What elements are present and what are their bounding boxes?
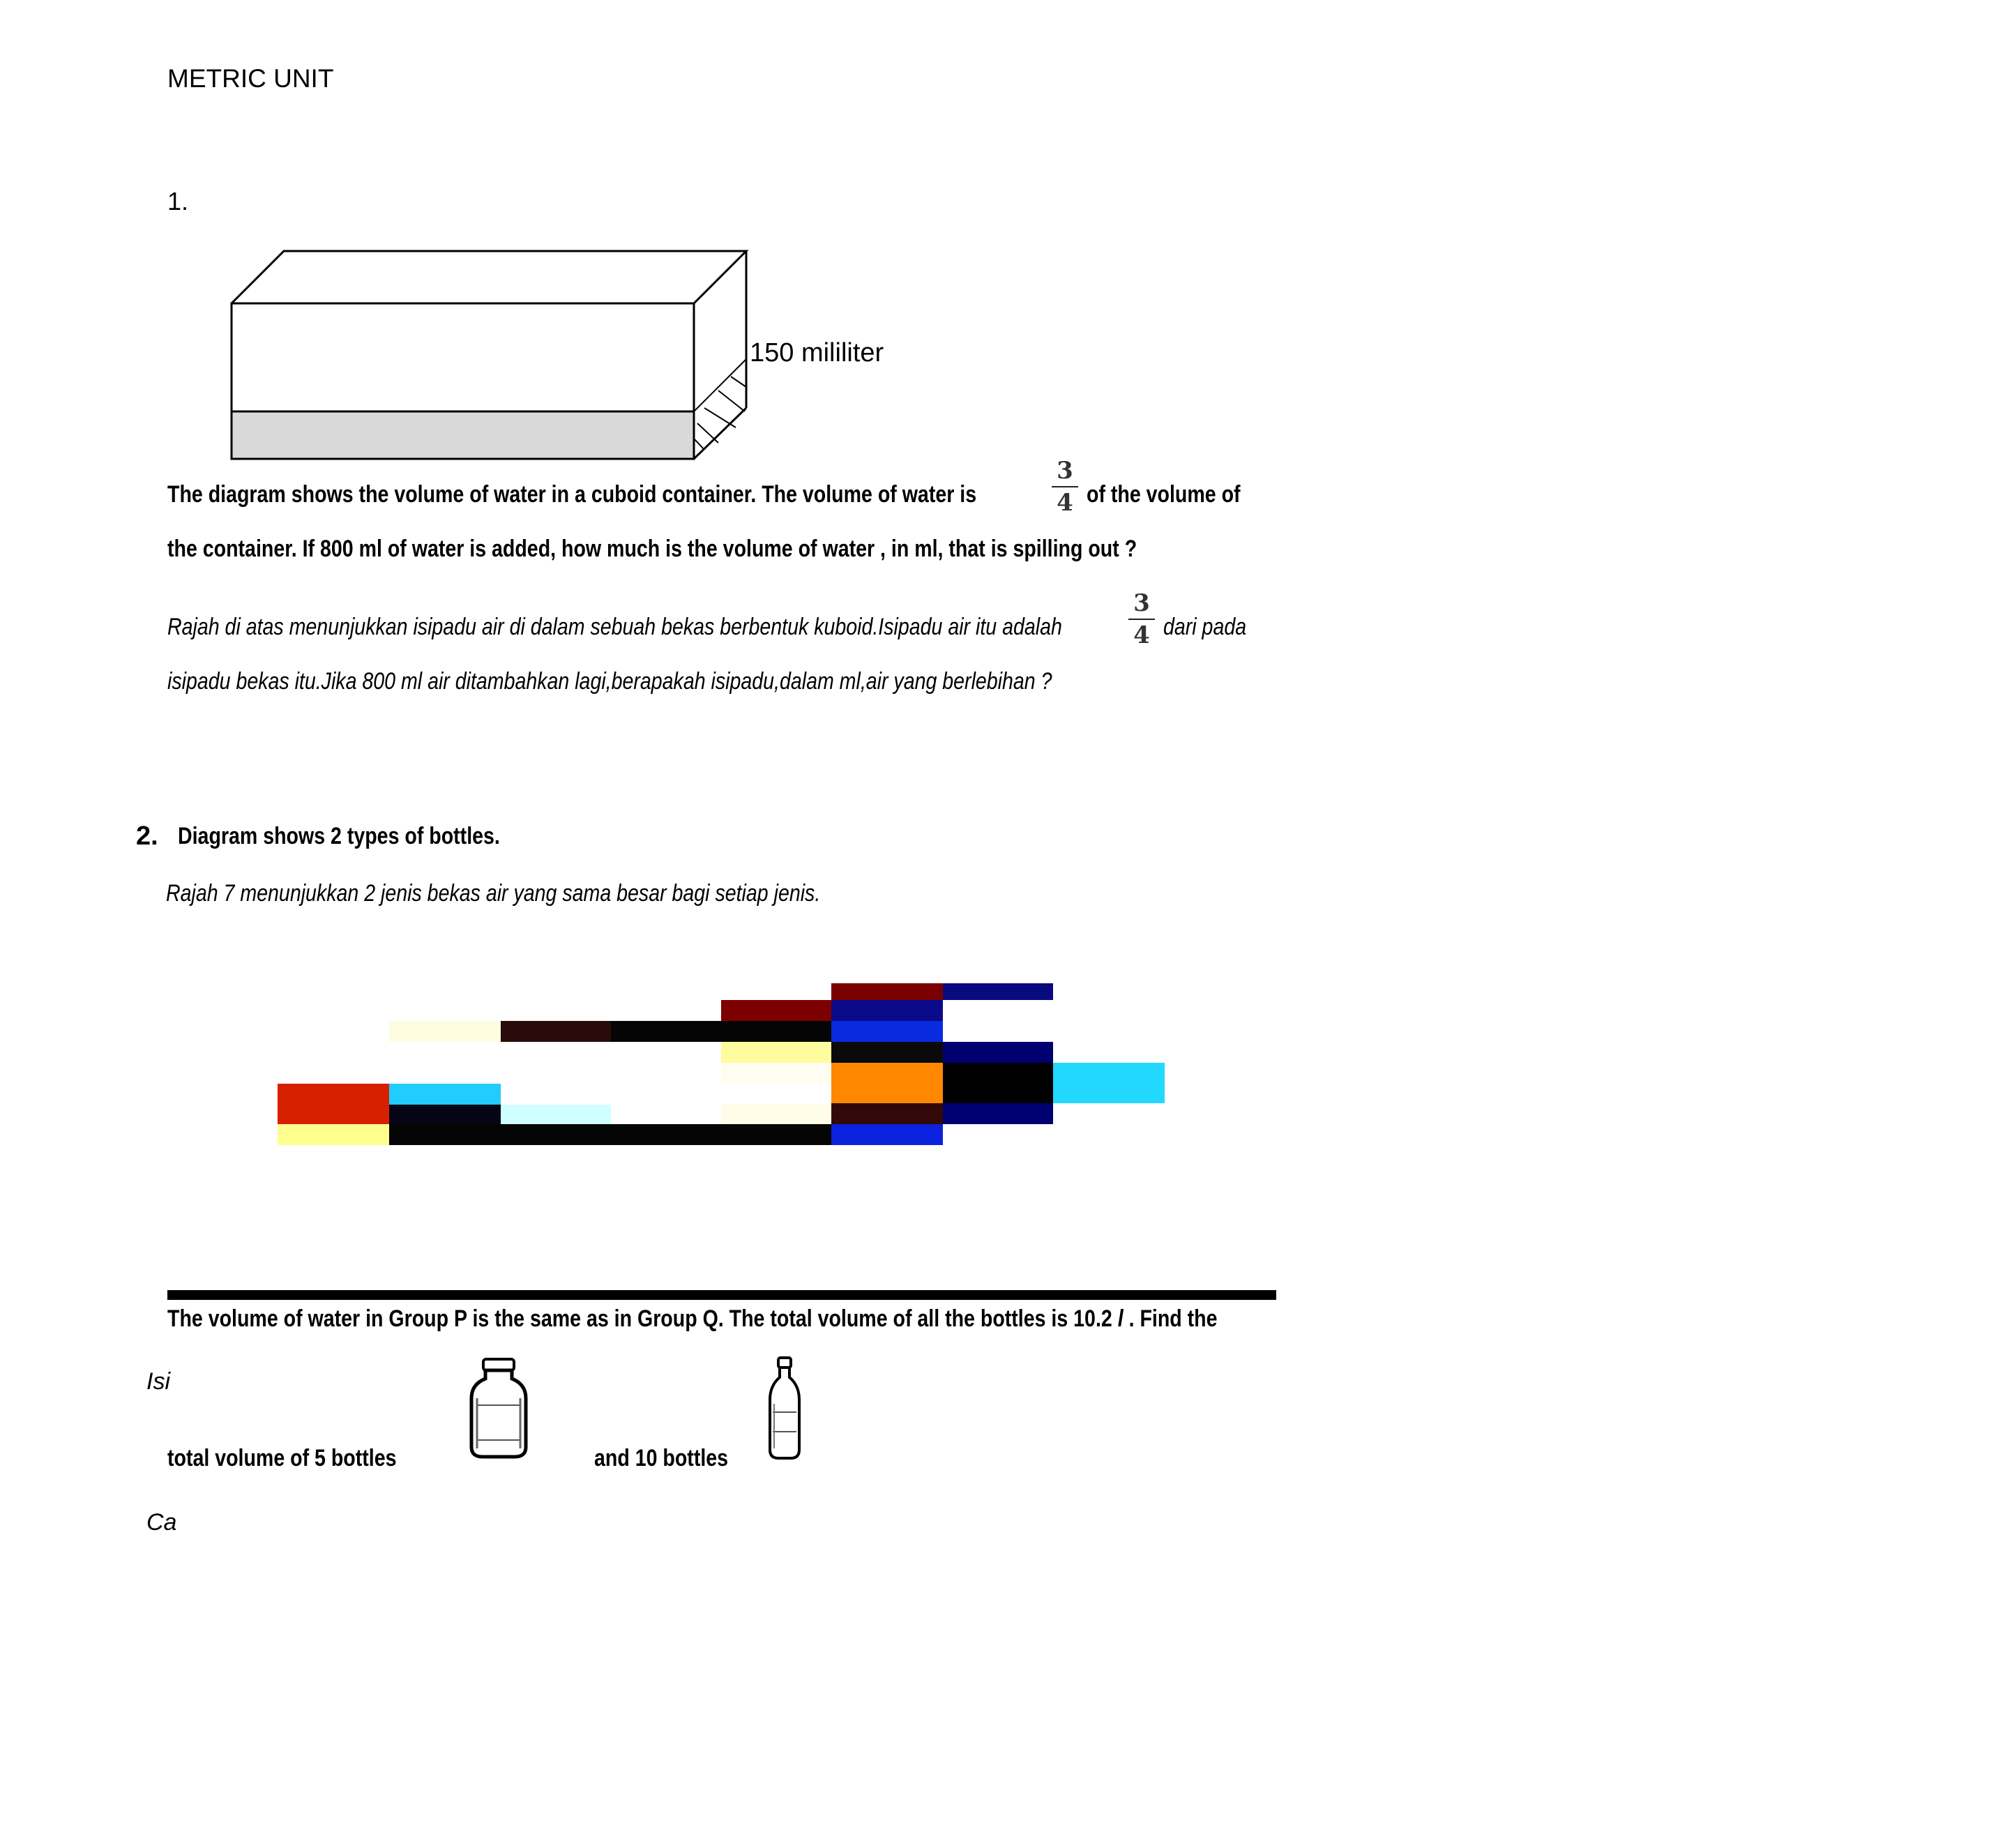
question-1-malay-line-1: Rajah di atas menunjukkan isipadu air di dalam sebuah bekas berbentuk kuboid.Isipadu air itu adalah [167, 614, 1062, 640]
question-1-malay-line-2: isipadu bekas itu.Jika 800 ml air ditambahkan lagi,berapakah isipadu,dalam ml,air yang berlebihan ? [167, 668, 1052, 695]
water-fill [232, 411, 694, 459]
cuboid-container-diagram [223, 241, 753, 464]
mosaic-block [389, 1124, 831, 1145]
mosaic-block [501, 1021, 611, 1042]
mosaic-block [278, 1124, 389, 1145]
cuboid-bottom-right-edge [694, 408, 746, 459]
large-bottle-icon [467, 1356, 530, 1461]
mosaic-block [831, 1103, 943, 1124]
small-bottle-icon [766, 1356, 803, 1461]
mosaic-block [721, 1042, 831, 1063]
mosaic-block [943, 1063, 1053, 1103]
mosaic-block [721, 1000, 831, 1021]
question-1-number: 1. [167, 187, 189, 215]
mosaic-block [721, 1063, 831, 1084]
horizontal-rule [167, 1290, 1276, 1300]
mosaic-block [831, 1042, 943, 1063]
mosaic-block [611, 1021, 721, 1042]
mosaic-block [831, 1000, 943, 1021]
fraction-three-quarters: 3 4 [1052, 459, 1078, 515]
question-1-english-line-1-end: of the volume of [1087, 481, 1241, 508]
mosaic-block [831, 1021, 943, 1042]
mosaic-block [278, 1084, 389, 1124]
mosaic-block [721, 1105, 831, 1124]
mosaic-block [831, 1063, 943, 1103]
question-2-malay-line-1-cut: Isi [146, 1368, 170, 1395]
water-side-hatching [695, 377, 746, 450]
mosaic-block [501, 1105, 611, 1124]
question-2-number: 2. [136, 821, 158, 851]
mosaic-block [831, 1124, 943, 1145]
mosaic-block [389, 1105, 501, 1124]
question-2-english-line-2b: and 10 bottles [594, 1445, 729, 1471]
mosaic-block [389, 1021, 501, 1042]
mosaic-block [943, 983, 1053, 1000]
mosaic-block [831, 983, 943, 1000]
question-1-english-line-2: the container. If 800 ml of water is added, how much is the volume of water , in ml, that is spilling out ? [167, 536, 1137, 562]
question-1-english-line-1: The diagram shows the volume of water in a cuboid container. The volume of water is [167, 481, 977, 508]
mosaic-block [1053, 1063, 1165, 1103]
cuboid-top-face [232, 251, 746, 303]
question-2-english-line-1: The volume of water in Group P is the same as in Group Q. The total volume of all the bottles is 10.2 l . Find the [167, 1305, 1218, 1332]
question-2-english-title: Diagram shows 2 types of bottles. [178, 823, 500, 849]
water-side-line [694, 359, 746, 411]
bottles-diagram-corrupted [278, 983, 1170, 1151]
question-2-malay-title: Rajah 7 menunjukkan 2 jenis bekas air yang sama besar bagi setiap jenis. [166, 880, 821, 907]
mosaic-block [943, 1042, 1053, 1063]
page-title: METRIC UNIT [167, 64, 334, 93]
fraction-three-quarters-malay: 3 4 [1128, 591, 1155, 647]
mosaic-block [943, 1103, 1053, 1124]
mosaic-block [721, 1021, 831, 1042]
question-2-english-line-2a: total volume of 5 bottles [167, 1445, 397, 1471]
volume-label: 150 mililiter [750, 338, 884, 368]
question-2-malay-line-2-cut: Ca [146, 1509, 177, 1536]
question-1-malay-line-1-end: dari pada [1163, 614, 1247, 640]
mosaic-block [389, 1084, 501, 1105]
